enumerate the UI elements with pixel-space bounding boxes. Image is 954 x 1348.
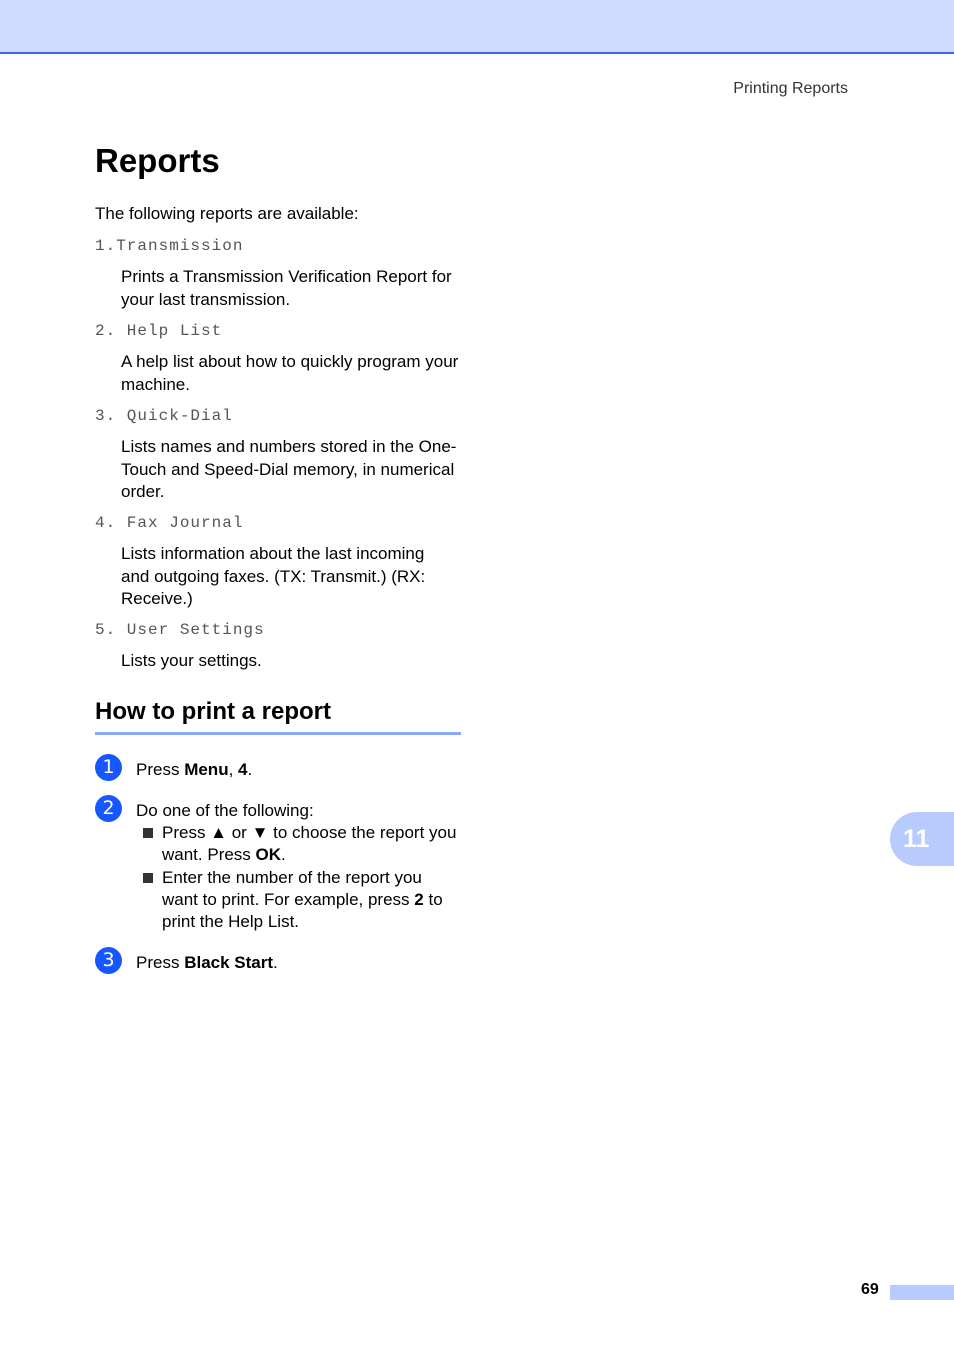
- report-code: 5. User Settings: [95, 621, 265, 639]
- step-number-icon: 1: [95, 754, 122, 781]
- step-text: Press Menu, 4.: [136, 760, 253, 779]
- page-title: Reports: [95, 142, 220, 179]
- step-text: Press Black Start.: [136, 953, 278, 972]
- report-code: 4. Fax Journal: [95, 514, 244, 532]
- report-desc: Prints a Transmission Verification Report for your last transmission.: [121, 267, 452, 309]
- report-code: 1.Transmission: [95, 237, 244, 255]
- report-code: 2. Help List: [95, 322, 223, 340]
- square-bullet-icon: [143, 873, 153, 883]
- report-desc: Lists your settings.: [121, 651, 262, 670]
- square-bullet-icon: [143, 828, 153, 838]
- report-desc: A help list about how to quickly program your machine.: [121, 352, 459, 394]
- running-head: Printing Reports: [733, 80, 848, 97]
- section-title: How to print a report: [95, 698, 461, 735]
- chapter-tab: 11: [890, 812, 954, 866]
- report-desc: Lists information about the last incoming and outgoing faxes. (TX: Transmit.) (RX: Receive.): [121, 544, 426, 608]
- report-desc: Lists names and numbers stored in the One-Touch and Speed-Dial memory, in numerical order.: [121, 437, 457, 501]
- list-item: Press ▲ or ▼ to choose the report you want. Press OK.: [143, 822, 462, 866]
- list-item: Enter the number of the report you want to print. For example, press 2 to print the Help List.: [143, 867, 462, 933]
- header-band: [0, 0, 954, 54]
- report-code: 3. Quick-Dial: [95, 407, 233, 425]
- step-text: Do one of the following:: [136, 801, 314, 820]
- step-number-icon: 3: [95, 947, 122, 974]
- page-number: 69: [861, 1281, 879, 1298]
- step-number-icon: 2: [95, 795, 122, 822]
- page-number-bar: [890, 1285, 954, 1300]
- intro-text: The following reports are available:: [95, 204, 359, 223]
